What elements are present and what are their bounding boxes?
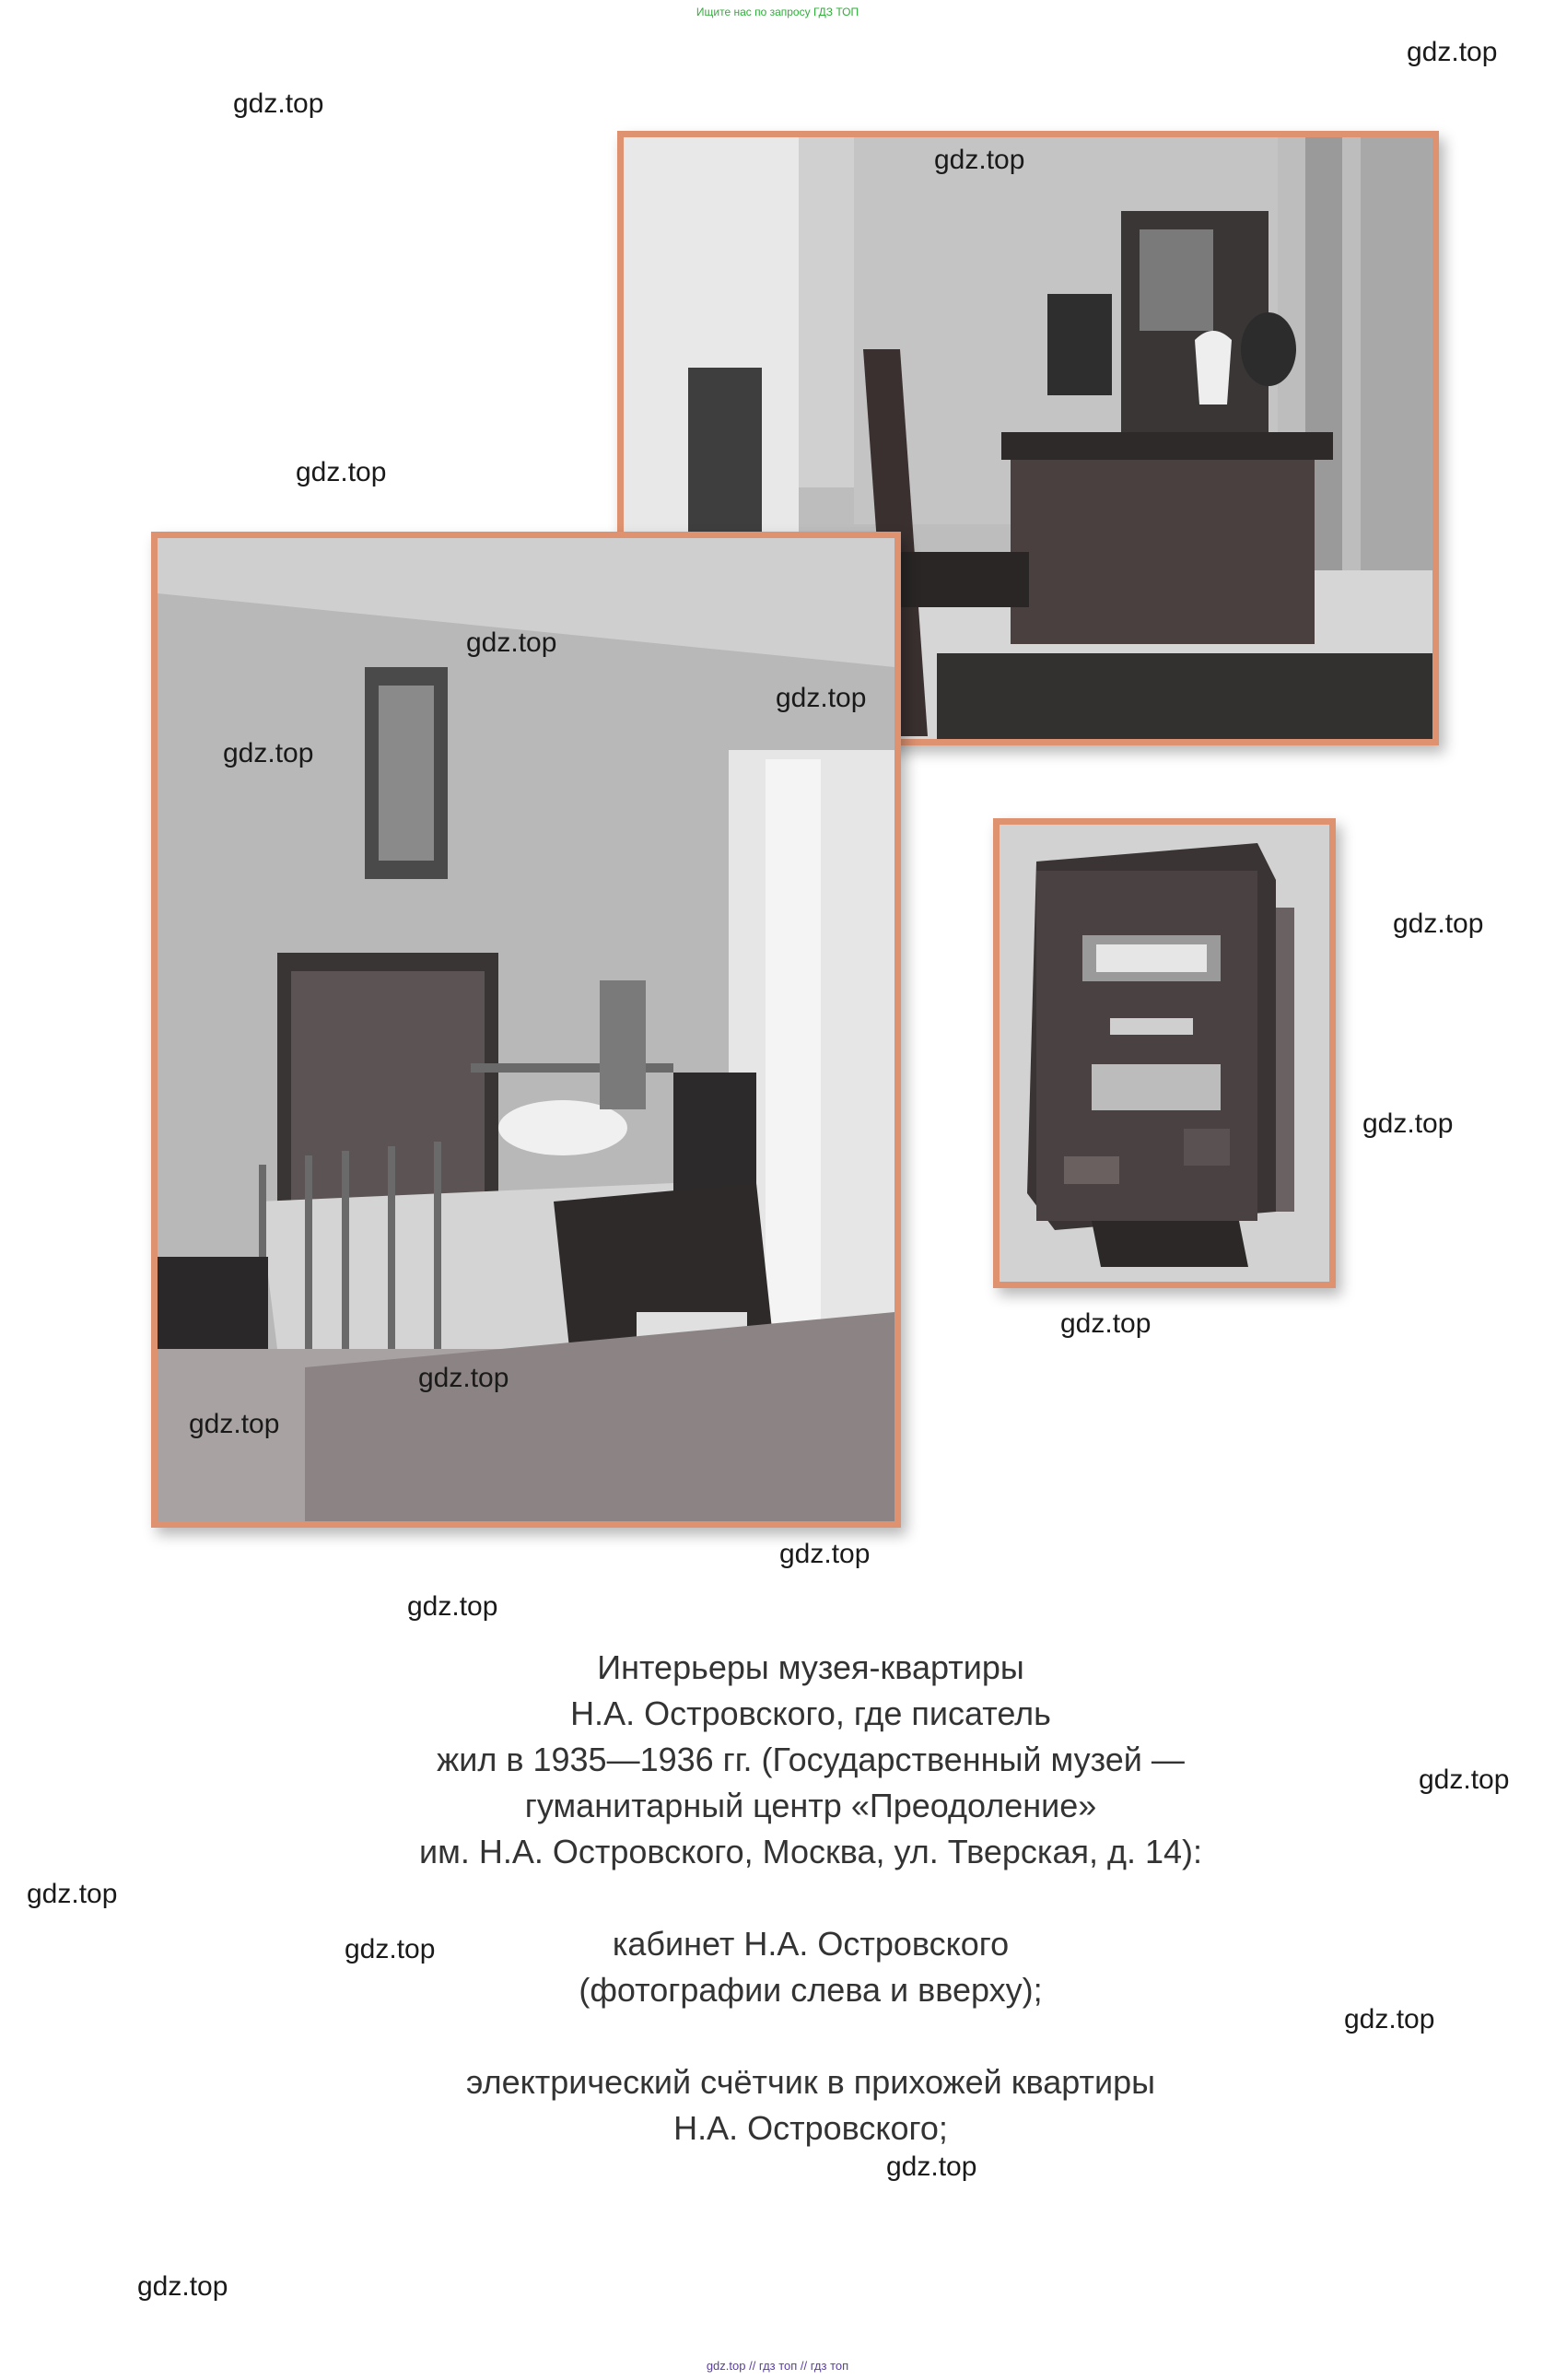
caption-intro-line: Интерьеры музея-квартиры [597,1648,1024,1686]
footer-links[interactable]: gdz.top // гдз топ // гдз топ [706,2359,849,2373]
watermark: gdz.top [418,1363,509,1393]
caption-intro-line: им. Н.А. Островского, Москва, ул. Тверская, д. 14): [418,1833,1203,1870]
caption-cabinet-line: кабинет Н.А. Островского [612,1925,1010,1963]
caption-intro [276,1645,1345,1875]
caption-cabinet-line: (фотографии слева и вверху); [579,1971,1043,2009]
caption-meter [276,2059,1345,2151]
caption-intro-line: гуманитарный центр «Преодоление» [524,1787,1097,1824]
watermark: gdz.top [886,2151,977,2182]
top-banner[interactable]: Ищите нас по запросу ГДЗ ТОП [696,6,859,18]
photo-electric-meter [993,818,1336,1288]
watermark: gdz.top [189,1409,280,1439]
watermark: gdz.top [779,1539,871,1569]
watermark: gdz.top [233,88,324,119]
watermark: gdz.top [407,1591,498,1622]
watermark: gdz.top [1393,909,1484,939]
watermark: gdz.top [137,2271,228,2302]
watermark: gdz.top [345,1934,436,1964]
watermark: gdz.top [223,738,314,768]
watermark: gdz.top [776,683,867,713]
watermark: gdz.top [1362,1108,1454,1139]
watermark: gdz.top [1419,1764,1510,1795]
watermark: gdz.top [1344,2004,1435,2034]
photo-electric-meter-image [1000,825,1329,1282]
watermark: gdz.top [1060,1308,1152,1339]
watermark: gdz.top [27,1879,118,1909]
caption-meter-line: Н.А. Островского; [673,2109,948,2147]
watermark: gdz.top [466,627,557,658]
caption-cabinet [276,1921,1345,2013]
photo-bedroom [151,532,901,1528]
watermark: gdz.top [934,145,1025,175]
watermark: gdz.top [1407,37,1498,67]
caption-intro-line: жил в 1935—1936 гг. (Государственный музей — [437,1741,1185,1778]
caption-meter-line: электрический счётчик в прихожей квартиры [465,2063,1155,2101]
watermark: gdz.top [296,457,387,487]
caption-intro-line: Н.А. Островского, где писатель [570,1694,1051,1732]
